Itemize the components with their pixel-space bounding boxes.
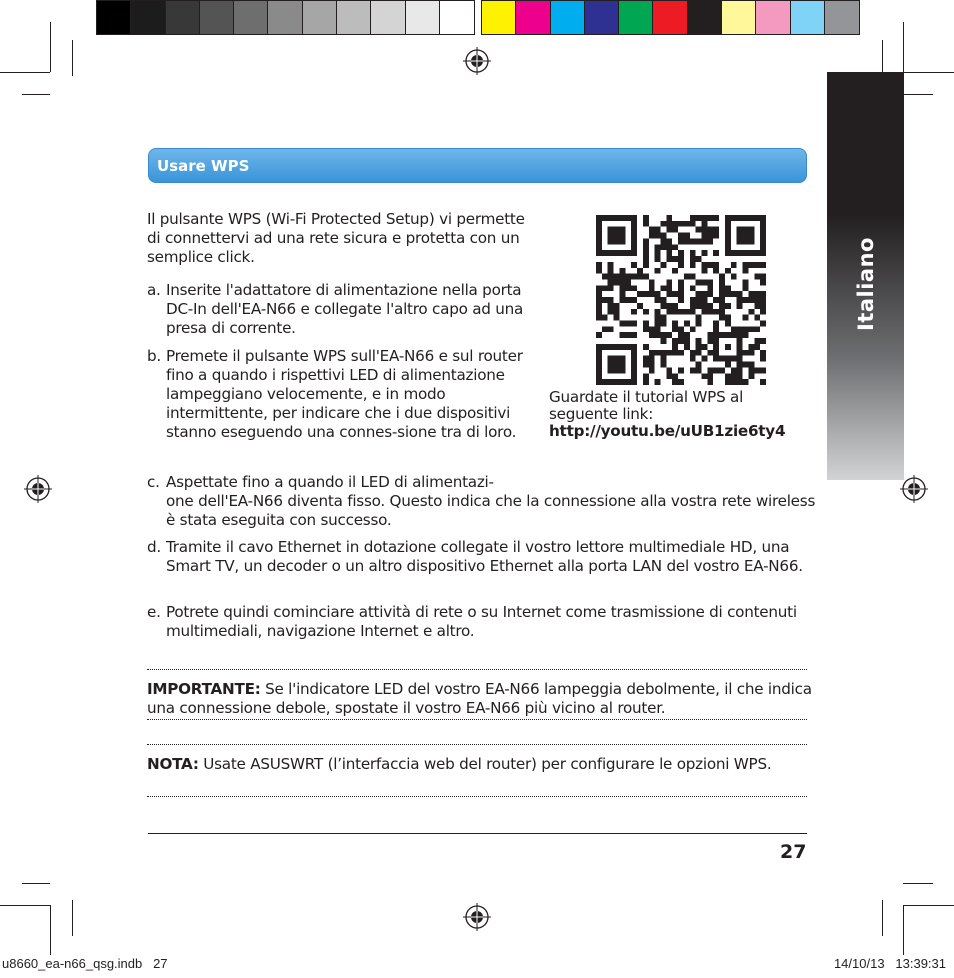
nota-note xyxy=(147,755,812,774)
color-calibration-bar xyxy=(481,0,860,35)
crop-mark xyxy=(882,900,883,936)
color-swatch xyxy=(97,1,131,34)
color-swatch xyxy=(371,1,405,34)
color-swatch xyxy=(131,1,165,34)
crop-mark xyxy=(903,22,904,72)
crop-mark xyxy=(22,94,50,95)
crop-mark xyxy=(72,900,73,936)
step-marker: e. xyxy=(147,603,161,621)
crop-mark xyxy=(903,94,933,95)
important-label: IMPORTANTE: xyxy=(147,680,261,698)
color-swatch xyxy=(200,1,234,34)
section-header xyxy=(148,148,807,183)
dotted-divider xyxy=(147,719,807,720)
qr-caption xyxy=(549,389,809,440)
color-swatch xyxy=(551,1,585,34)
dotted-divider xyxy=(147,744,807,745)
crop-mark xyxy=(903,72,954,73)
important-note xyxy=(147,680,812,718)
color-swatch xyxy=(722,1,756,34)
color-swatch xyxy=(337,1,371,34)
crop-mark xyxy=(0,905,50,906)
tutorial-link[interactable]: http://youtu.be/uUB1zie6ty4 xyxy=(549,422,786,440)
step-text: Inserite l'adattatore di alimentazione nella porta DC-In dell'EA-N66 e collegate l'altro capo ad una presa di corrente. xyxy=(166,281,524,337)
qr-caption-text: Guardate il tutorial WPS al seguente link: xyxy=(549,388,744,423)
color-swatch xyxy=(825,1,859,34)
qr-code-image xyxy=(596,215,766,385)
color-swatch xyxy=(303,1,337,34)
color-swatch xyxy=(268,1,302,34)
crop-mark xyxy=(72,40,73,76)
language-side-tab xyxy=(827,72,904,480)
color-swatch xyxy=(516,1,550,34)
color-swatch xyxy=(756,1,790,34)
intro-paragraph: Il pulsante WPS (Wi-Fi Protected Setup) vi permette di connettervi ad una rete sicura e protetta con un semplice click. xyxy=(147,210,525,266)
step-text: Aspettate fino a quando il LED di alimentazi- one dell'EA-N66 diventa fisso. Questo indica che la connessione alla vostra rete wireless è stata eseguita con successo. xyxy=(166,473,816,529)
registration-mark-icon xyxy=(24,475,52,503)
color-swatch xyxy=(234,1,268,34)
step-text: Premete il pulsante WPS sull'EA-N66 e sul router fino a quando i rispettivi LED di alimentazione lampeggiano velocemente, e in modo intermittente, per indicare che i due dispositivi stanno eseguendo una connes-sione tra di loro. xyxy=(166,347,523,441)
language-label: Italiano xyxy=(853,237,878,332)
step-text: Potrete quindi cominciare attività di rete o su Internet come trasmissione di contenuti multimediali, navigazione Internet e altro. xyxy=(166,603,797,640)
slug-timestamp: 14/10/13 13:39:31 xyxy=(833,956,946,971)
nota-text: Usate ASUSWRT (l’interfaccia web del router) per configurare le opzioni WPS. xyxy=(198,755,772,773)
dotted-divider xyxy=(147,796,807,797)
color-swatch xyxy=(166,1,200,34)
color-swatch xyxy=(406,1,440,34)
crop-mark xyxy=(22,883,50,884)
crop-mark xyxy=(903,905,904,955)
registration-mark-icon xyxy=(900,475,928,503)
step-text: Tramite il cavo Ethernet in dotazione collegate il vostro lettore multimediale HD, una Smart TV, un decoder o un altro dispositivo Ethernet alla porta LAN del vostro EA-N66. xyxy=(166,538,803,575)
step-marker: d. xyxy=(147,538,161,556)
crop-mark xyxy=(50,905,51,955)
dotted-divider xyxy=(147,669,807,670)
page-number: 27 xyxy=(780,841,807,863)
crop-mark xyxy=(882,40,883,76)
color-swatch xyxy=(653,1,687,34)
color-swatch xyxy=(791,1,825,34)
color-swatch xyxy=(482,1,516,34)
crop-mark xyxy=(50,22,51,72)
important-text: Se l'indicatore LED del vostro EA-N66 lampeggia debolmente, il che indica una connessione debole, spostate il vostro EA-N66 più vicino al router. xyxy=(147,680,812,717)
color-swatch xyxy=(440,1,474,34)
step-marker: a. xyxy=(147,281,161,299)
color-swatch xyxy=(585,1,619,34)
step-marker: b. xyxy=(147,347,161,365)
crop-mark xyxy=(903,883,933,884)
color-swatch xyxy=(619,1,653,34)
footer-rule xyxy=(148,833,807,834)
section-title: Usare WPS xyxy=(157,157,250,175)
crop-mark xyxy=(903,905,954,906)
nota-label: NOTA: xyxy=(147,755,199,773)
registration-mark-icon xyxy=(463,47,491,75)
grayscale-calibration-bar xyxy=(96,0,475,35)
crop-mark xyxy=(0,72,50,73)
slug-filename: u8660_ea-n66_qsg.indb 27 xyxy=(2,956,168,971)
color-swatch xyxy=(688,1,722,34)
registration-mark-icon xyxy=(463,903,491,931)
step-marker: c. xyxy=(147,473,160,491)
